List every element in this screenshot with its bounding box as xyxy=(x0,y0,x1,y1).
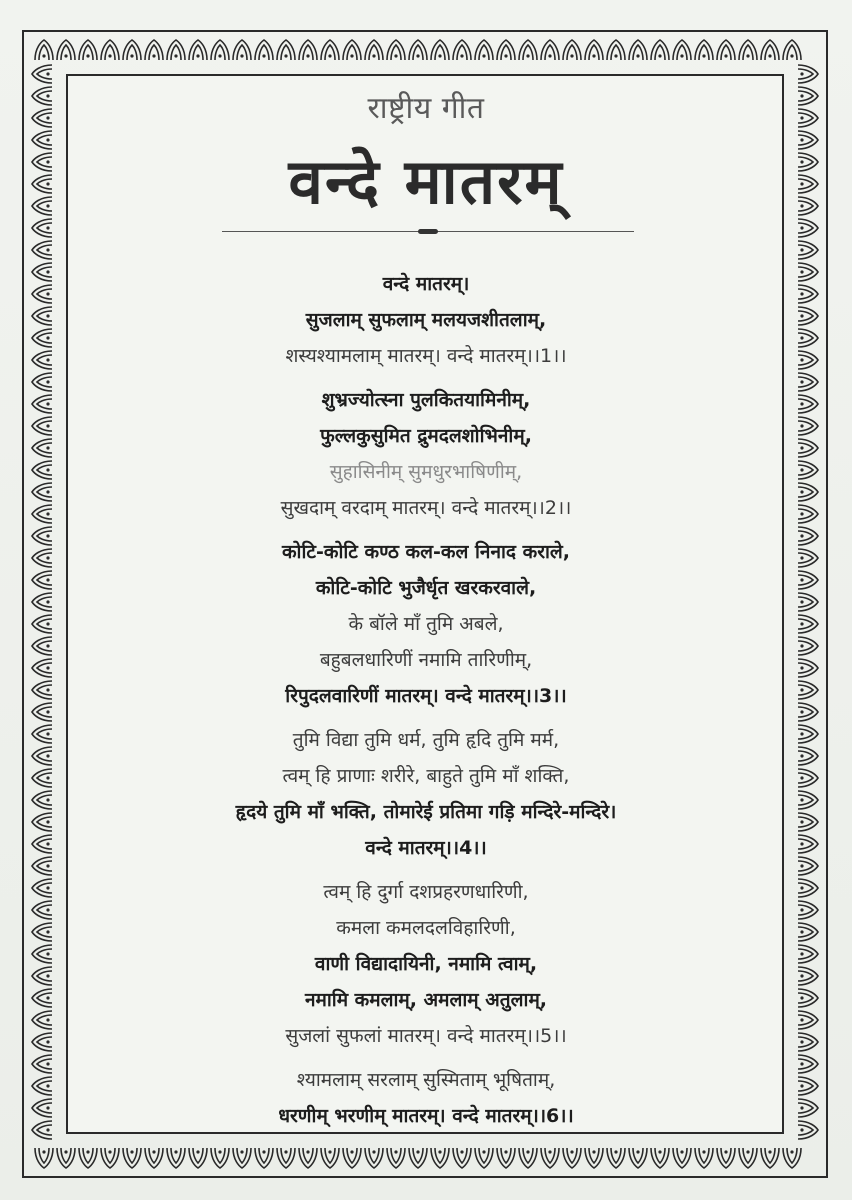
verse-line: वन्दे मातरम्।।4।। xyxy=(365,837,487,859)
verse-line: नमामि कमलाम्, अमलाम् अतुलाम्, xyxy=(304,989,548,1011)
verse-line: रिपुदलवारिणीं मातरम्। वन्दे मातरम्।।3।। xyxy=(285,685,567,707)
stanza-gap xyxy=(80,1054,772,1062)
poem-text xyxy=(80,266,772,1134)
verse-line: शस्यश्यामलाम् मातरम्। वन्दे मातरम्।।1।। xyxy=(285,345,567,367)
verse-line: सुजलाम् सुफलाम् मलयजशीतलाम्, xyxy=(305,309,547,331)
page-title: वन्दे मातरम् xyxy=(288,145,564,218)
verse-line: सुखदाम् वरदाम् मातरम्। वन्दे मातरम्।।2।। xyxy=(280,497,572,519)
stanza-gap xyxy=(80,866,772,874)
page-subtitle: राष्ट्रीय गीत xyxy=(367,91,485,126)
verse-line: हृदये तुमि माँ भक्ति, तोमारेई प्रतिमा गड़ि मन्दिरे-मन्दिरे। xyxy=(235,801,617,823)
stanza-gap xyxy=(80,714,772,722)
verse-line: कोटि-कोटि भुजैर्धृत खरकरवाले, xyxy=(315,577,537,599)
verse-line: फुल्लकुसुमित द्रुमदलशोभिनीम्, xyxy=(320,425,532,447)
verse-line: सुहासिनीम् सुमधुरभाषिणीम्, xyxy=(329,461,523,483)
verse-line: वन्दे मातरम्। xyxy=(382,273,470,295)
verse-line: के बॉले माँ तुमि अबले, xyxy=(348,613,504,635)
stanza-gap xyxy=(80,374,772,382)
verse-line: कमला कमलदलविहारिणी, xyxy=(336,917,516,939)
title-divider xyxy=(222,229,634,235)
verse-line: बहुबलधारिणीं नमामि तारिणीम्, xyxy=(319,649,533,671)
verse-line: त्वम् हि दुर्गा दशप्रहरणधारिणी, xyxy=(323,881,529,903)
verse-line: वाणी विद्यादायिनी, नमामि त्वाम्, xyxy=(314,953,538,975)
verse-line: सुजलां सुफलां मातरम्। वन्दे मातरम्।।5।। xyxy=(285,1025,567,1047)
verse-line: कोटि-कोटि कण्ठ कल-कल निनाद कराले, xyxy=(281,541,571,563)
verse-line: त्वम् हि प्राणाः शरीरे, बाहुते तुमि माँ शक्ति, xyxy=(282,765,570,787)
verse-line: धरणीम् भरणीम् मातरम्। वन्दे मातरम्।।6।। xyxy=(278,1105,574,1127)
verse-line: तुमि विद्या तुमि धर्म, तुमि हृदि तुमि मर्म, xyxy=(292,729,560,751)
stanza-gap xyxy=(80,526,772,534)
verse-line: श्यामलाम् सरलाम् सुस्मिताम् भूषिताम्, xyxy=(296,1069,556,1091)
verse-line: शुभ्रज्योत्स्ना पुलकितयामिनीम्, xyxy=(321,389,531,411)
